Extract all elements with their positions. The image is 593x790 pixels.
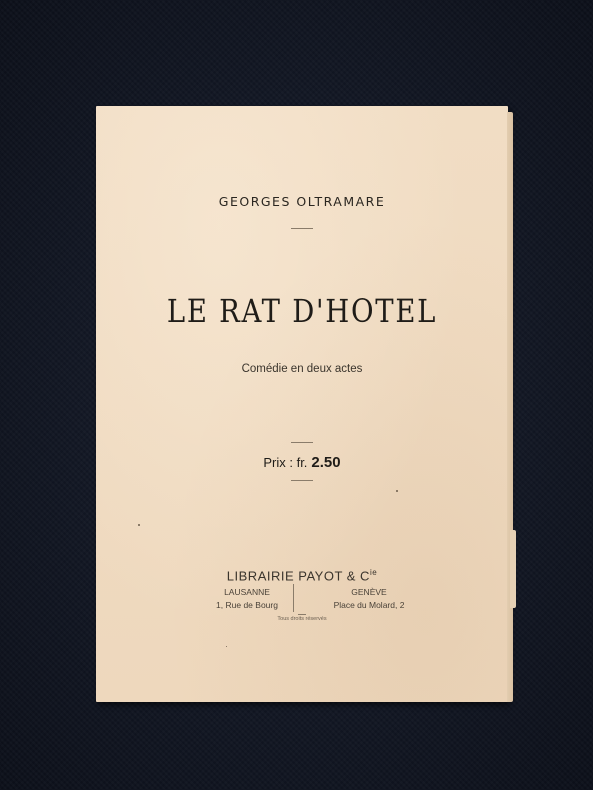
paper-speck: [396, 490, 398, 492]
booklet-cover: [96, 106, 508, 702]
publisher-suffix: ie: [369, 568, 378, 577]
divider-rule: [291, 480, 313, 481]
divider-rule: [298, 614, 306, 615]
book-title: LE RAT D'HOTEL: [166, 292, 438, 330]
booklet-page-tab: [510, 530, 516, 608]
location-address: Place du Molard, 2: [333, 600, 405, 610]
divider-rule: [291, 228, 313, 229]
author-name: GEORGES OLTRAMARE: [218, 194, 386, 209]
price-value: 2.50: [311, 454, 341, 471]
paper-speck: [138, 524, 140, 526]
location-lausanne: [192, 586, 302, 612]
divider-rule: [291, 442, 313, 443]
rights-notice: Tous droits réservés: [277, 616, 327, 622]
vertical-divider: [293, 584, 294, 612]
location-geneve: [314, 586, 424, 612]
price: [96, 454, 508, 471]
publisher-name: [96, 568, 508, 583]
publisher-label: LIBRAIRIE PAYOT & C: [226, 568, 370, 584]
location-city: LAUSANNE: [224, 587, 270, 597]
paper-speck: [226, 646, 227, 647]
book-subtitle: Comédie en deux actes: [241, 363, 363, 375]
location-city: GENÈVE: [351, 587, 387, 597]
price-label: Prix : fr.: [263, 455, 308, 470]
location-address: 1, Rue de Bourg: [216, 600, 278, 610]
